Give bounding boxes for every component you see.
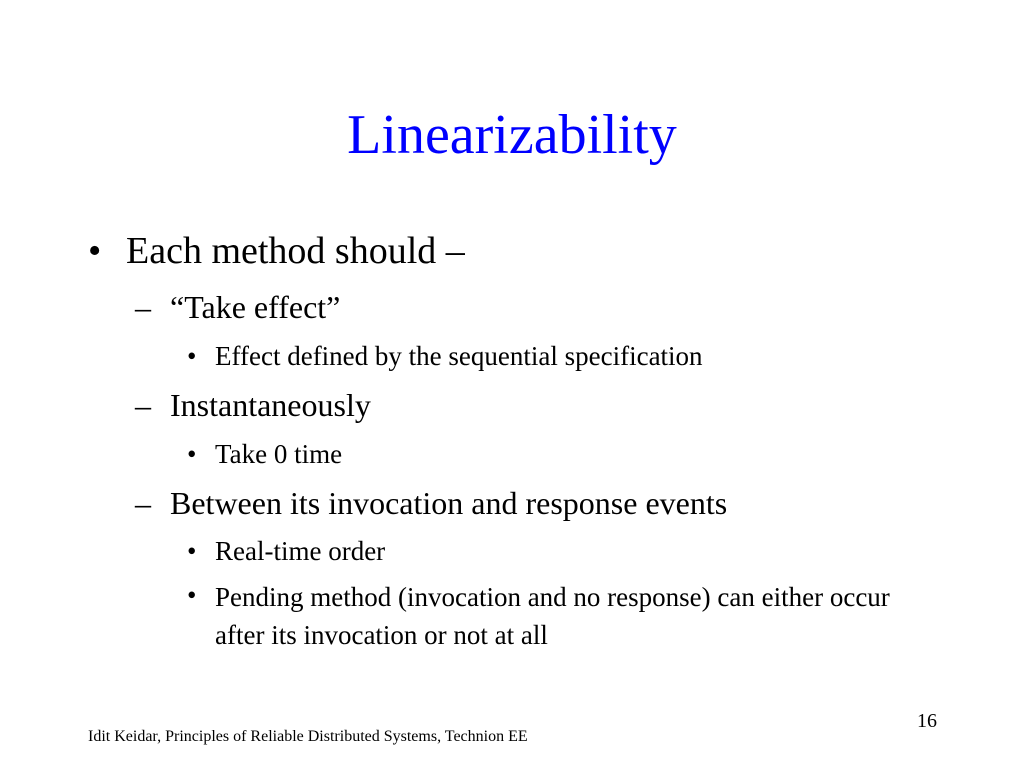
sub-bullet-text: Instantaneously bbox=[170, 387, 371, 423]
bullet-marker: • bbox=[187, 580, 197, 610]
bullet-marker: • bbox=[187, 341, 197, 371]
sub-bullet-text: Between its invocation and response events bbox=[170, 485, 728, 521]
footer-text: Idit Keidar, Principles of Reliable Distributed Systems, Technion EE bbox=[88, 728, 528, 745]
sub-sub-bullet-text: Real-time order bbox=[215, 536, 386, 566]
bullet-marker: • bbox=[187, 536, 197, 566]
sub-sub-bullet-text: Effect defined by the sequential specification bbox=[215, 341, 703, 371]
dash-marker: – bbox=[135, 387, 151, 423]
page-number: 16 bbox=[917, 710, 937, 732]
slide-title: Linearizability bbox=[347, 104, 677, 166]
dash-marker: – bbox=[135, 485, 151, 521]
sub-bullet-text: “Take effect” bbox=[170, 289, 341, 325]
bullet-marker: • bbox=[88, 230, 102, 272]
sub-sub-bullet-text: Take 0 time bbox=[215, 439, 343, 469]
bullet-text: Each method should – bbox=[126, 230, 465, 272]
bullet-marker: • bbox=[187, 439, 197, 469]
sub-sub-bullet-text: Pending method (invocation and no response) can either occur after its invocation or not at all bbox=[215, 582, 890, 650]
dash-marker: – bbox=[135, 289, 151, 325]
